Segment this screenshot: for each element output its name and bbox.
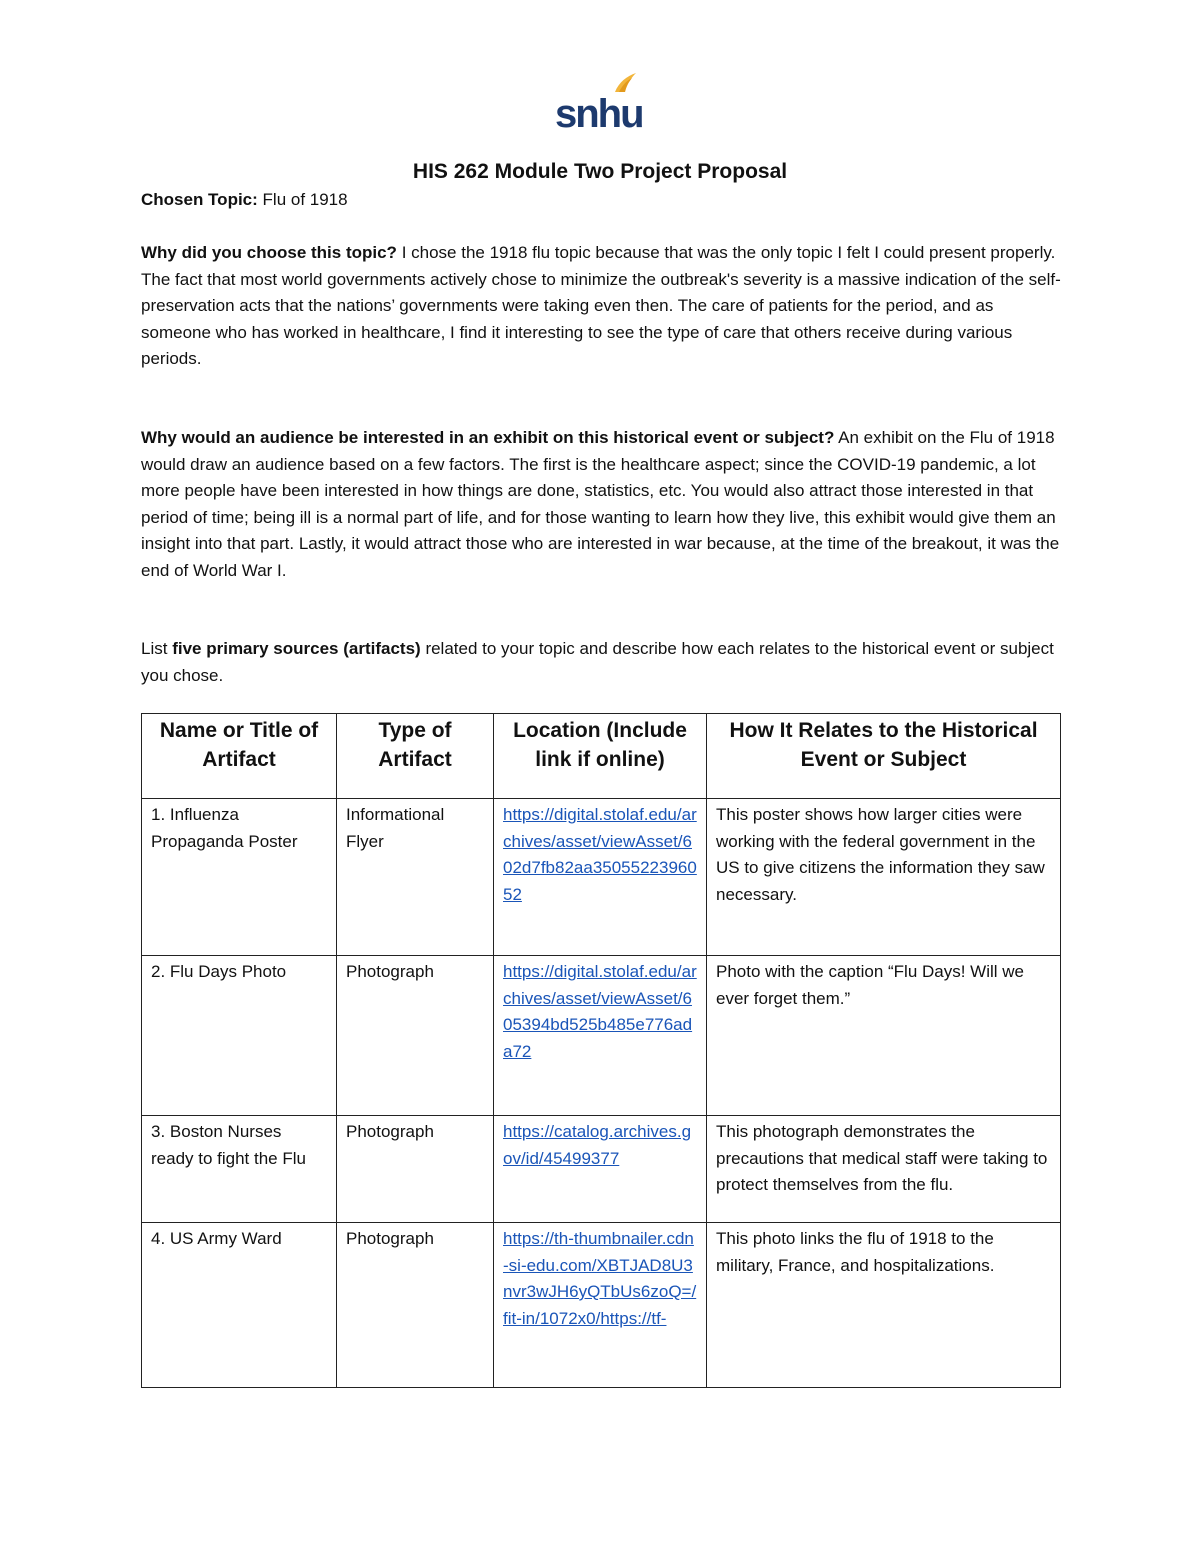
question-why-topic-answer: I chose the 1918 flu topic because that was the only topic I felt I could present properly. The fact that most world governments actively chose to minimize the outbreak's severity is a massive indication of the self-preservation acts that the nations’ governments were taking even then. The care of patients for the period, and as someone who has worked in healthcare, I find it interesting to see the type of care that others receive during various periods. <box>141 243 1061 368</box>
cell-name: 3. Boston Nurses ready to fight the Flu <box>142 1116 337 1223</box>
flame-icon <box>613 72 637 94</box>
table-row <box>142 1116 1061 1223</box>
cell-location-link[interactable]: https://th-thumbnailer.cdn-si-edu.com/XBTJAD8U3nvr3wJH6yQTbUs6zoQ=/fit-in/1072x0/https://tf- <box>494 1223 707 1388</box>
chosen-topic-value: Flu of 1918 <box>262 190 348 209</box>
logo-text: snhu <box>555 92 643 136</box>
cell-location-link[interactable]: https://digital.stolaf.edu/archives/asset/viewAsset/605394bd525b485e776ada72 <box>494 956 707 1116</box>
chosen-topic <box>141 187 1061 214</box>
cell-relation: This photo links the flu of 1918 to the military, France, and hospitalizations. <box>707 1223 1061 1388</box>
header-type: Type of Artifact <box>337 714 494 799</box>
question-why-topic-label: Why did you choose this topic? <box>141 243 397 262</box>
header-name: Name or Title of Artifact <box>142 714 337 799</box>
header-relation: How It Relates to the Historical Event or Subject <box>707 714 1061 799</box>
question-audience-answer: An exhibit on the Flu of 1918 would draw an audience based on a few factors. The first is the healthcare aspect; since the COVID-19 pandemic, a lot more people have been interested in how things are done, statistics, etc. You would also attract those interested in that period of time; being ill is a normal part of life, and for those wanting to learn how they live, this exhibit would give them an insight into that part. Lastly, it would attract those who are interested in war because, at the time of the breakout, it was the end of World War I. <box>141 428 1060 580</box>
question-audience-label: Why would an audience be interested in an exhibit on this historical event or subject? <box>141 428 835 447</box>
cell-relation: Photo with the caption “Flu Days! Will we ever forget them.” <box>707 956 1061 1116</box>
instruction-pre: List <box>141 639 168 658</box>
cell-location-link[interactable]: https://catalog.archives.gov/id/45499377 <box>494 1116 707 1223</box>
instruction <box>141 636 1061 689</box>
artifacts-table <box>141 713 1061 1388</box>
instruction-bold: five primary sources (artifacts) <box>172 639 421 658</box>
cell-type: Photograph <box>337 956 494 1116</box>
question-audience <box>141 425 1061 584</box>
question-why-topic <box>141 240 1061 373</box>
table-header-row <box>142 714 1061 799</box>
cell-type: Informational Flyer <box>337 799 494 956</box>
cell-type: Photograph <box>337 1116 494 1223</box>
cell-type: Photograph <box>337 1223 494 1388</box>
document-title: HIS 262 Module Two Project Proposal <box>412 160 788 183</box>
cell-relation: This photograph demonstrates the precautions that medical staff were taking to protect themselves from the flu. <box>707 1116 1061 1223</box>
table-row <box>142 799 1061 956</box>
cell-location-link[interactable]: https://digital.stolaf.edu/archives/asset/viewAsset/602d7fb82aa3505522396052 <box>494 799 707 956</box>
chosen-topic-label: Chosen Topic: <box>141 190 258 209</box>
table-row <box>142 1223 1061 1388</box>
instruction-post: related to your topic and describe how each relates to the historical event or subject you chose. <box>141 639 1054 685</box>
cell-name: 2. Flu Days Photo <box>142 956 337 1116</box>
snhu-logo <box>555 72 645 134</box>
cell-relation: This poster shows how larger cities were working with the federal government in the US to give citizens the information they saw necessary. <box>707 799 1061 956</box>
cell-name: 4. US Army Ward <box>142 1223 337 1388</box>
table-row <box>142 956 1061 1116</box>
cell-name: 1. Influenza Propaganda Poster <box>142 799 337 956</box>
header-location: Location (Include link if online) <box>494 714 707 799</box>
